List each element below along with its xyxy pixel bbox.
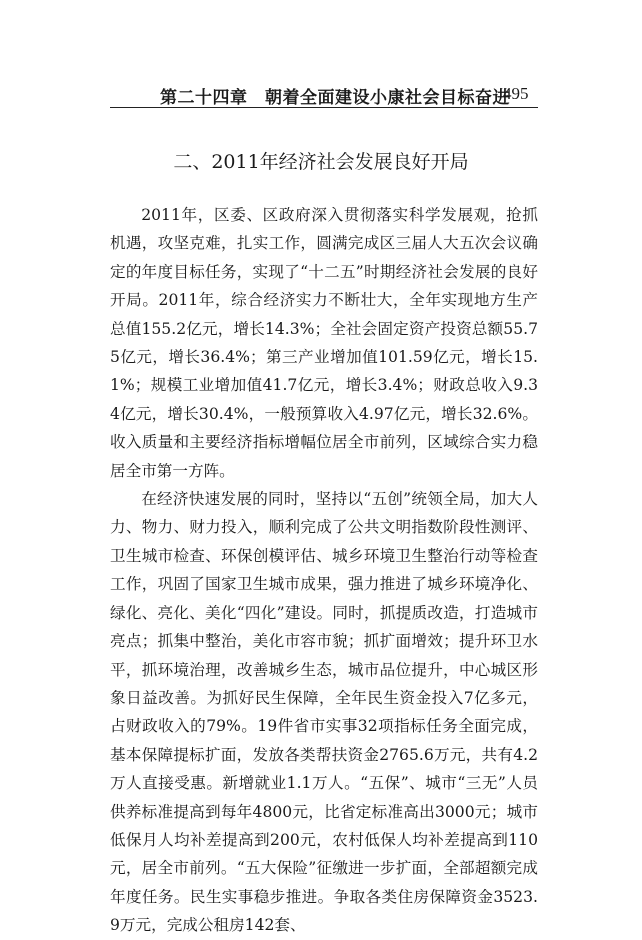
body-text <box>110 201 538 940</box>
page-number: 495 <box>503 84 529 103</box>
paragraph-economic-overview: 2011年，区委、区政府深入贯彻落实科学发展观，抢抓机遇，攻坚克难，扎实工作，圆满完成区三届人大五次会议确定的年度目标任务，实现了“十二五”时期经济社会发展的良好开局。2011年，综合经济实力不断壮大，全年实现地方生产总值155.2亿元，增长14.3%；全社会固定资产投资总额55.75亿元，增长36.4%；第三产业增加值101.59亿元，增长15.1%；规模工业增加值41.7亿元，增长3.4%；财政总收入9.34亿元，增长30.4%，一般预算收入4.97亿元，增长32.6%。收入质量和主要经济指标增幅位居全市前列，区域综合实力稳居全市第一方阵。 <box>110 206 538 480</box>
running-header <box>0 0 642 110</box>
paragraph-urban-and-livelihood: 在经济快速发展的同时，坚持以“五创”统领全局，加大人力、物力、财力投入，顺利完成了公共文明指数阶段性测评、卫生城市检查、环保创模评估、城乡环境卫生整治行动等检查工作，巩固了国家卫生城市成果，强力推进了城乡环境净化、绿化、亮化、美化“四化”建设。同时，抓提质改造，打造城市亮点；抓集中整治，美化市容市貌；抓扩面增效；提升环卫水平，抓环境治理，改善城乡生态，城市品位提升，中心城区形象日益改善。为抓好民生保障，全年民生资金投入7亿多元，占财政收入的79%。19件省市实事32项指标任务全面完成，基本保障提标扩面，发放各类帮扶资金2765.6万元，共有4.2万人直接受惠。新增就业1.1万人。“五保”、城市“三无”人员供养标准提高到每年4800元，比省定标准高出3000元；城市低保月人均补差提高到200元，农村低保人均补差提高到110元，居全市前列。“五大保险”征缴进一步扩面，全部超额完成年度任务。民生实事稳步推进。争取各类住房保障资金3523.9万元，完成公租房142套、 <box>110 490 538 935</box>
section-title: 二、2011年经济社会发展良好开局 <box>173 151 469 173</box>
chapter-title: 第二十四章 朝着全面建设小康社会目标奋进 <box>160 88 510 108</box>
header-divider <box>110 107 538 108</box>
